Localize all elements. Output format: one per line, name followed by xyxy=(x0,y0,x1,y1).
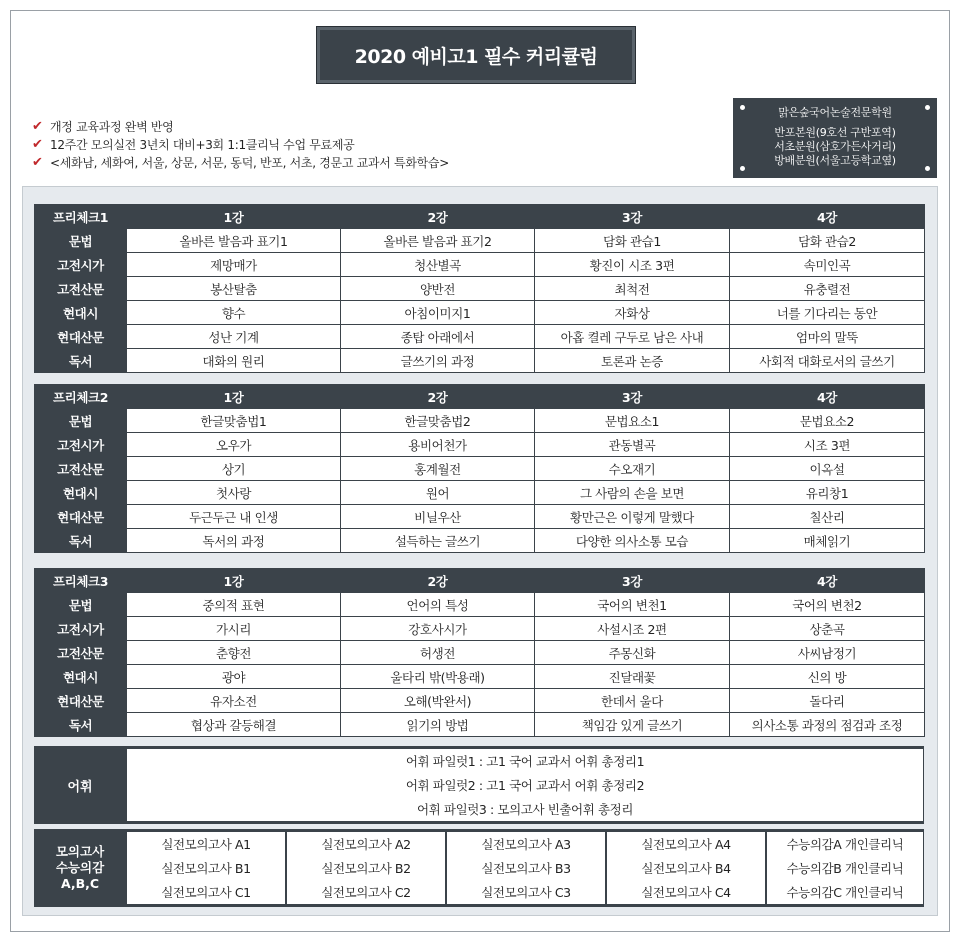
subject-label: 독서 xyxy=(35,349,127,373)
mock-exam-cell: 실전모의고사 A3 xyxy=(447,832,605,856)
lesson-cell: 중의적 표현 xyxy=(127,593,341,617)
subject-label: 독서 xyxy=(35,713,127,737)
table-row xyxy=(35,713,925,737)
precheck-title: 프리체크3 xyxy=(35,569,127,593)
lesson-cell: 상춘곡 xyxy=(730,617,925,641)
table-header-row xyxy=(35,205,925,229)
mock-label xyxy=(34,829,126,907)
lesson-cell: 돌다리 xyxy=(730,689,925,713)
branch-location: 서초분원(삼호가든사거리) xyxy=(774,140,896,153)
lesson-cell: 토론과 논증 xyxy=(535,349,730,373)
lesson-cell: 독서의 과정 xyxy=(127,529,341,553)
table-row xyxy=(35,593,925,617)
lesson-cell: 한데서 울다 xyxy=(535,689,730,713)
lesson-cell: 책임감 있게 글쓰기 xyxy=(535,713,730,737)
feature-list xyxy=(32,117,449,171)
lesson-header: 3강 xyxy=(535,569,730,593)
lesson-cell: 오해(박완서) xyxy=(341,689,535,713)
lesson-cell: 담화 관습1 xyxy=(535,229,730,253)
lesson-header: 2강 xyxy=(341,385,535,409)
lesson-cell: 그 사람의 손을 보면 xyxy=(535,481,730,505)
mock-exam-cell: 수능의감B 개인클리닉 xyxy=(767,856,923,880)
vocab-section xyxy=(34,746,924,824)
lesson-cell: 주몽신화 xyxy=(535,641,730,665)
precheck-title: 프리체크1 xyxy=(35,205,127,229)
lesson-cell: 황만근은 이렇게 말했다 xyxy=(535,505,730,529)
table-row xyxy=(35,481,925,505)
lesson-cell: 매체읽기 xyxy=(730,529,925,553)
lesson-header: 4강 xyxy=(730,205,925,229)
subject-label: 현대시 xyxy=(35,481,127,505)
lesson-cell: 비닐우산 xyxy=(341,505,535,529)
lesson-cell: 춘향전 xyxy=(127,641,341,665)
lesson-cell: 홍계월전 xyxy=(341,457,535,481)
lesson-cell: 언어의 특성 xyxy=(341,593,535,617)
lesson-cell: 자화상 xyxy=(535,301,730,325)
lesson-cell: 읽기의 방법 xyxy=(341,713,535,737)
lesson-cell: 사회적 대화로서의 글쓰기 xyxy=(730,349,925,373)
subject-label: 독서 xyxy=(35,529,127,553)
subject-label: 현대시 xyxy=(35,665,127,689)
lesson-cell: 강호사시가 xyxy=(341,617,535,641)
table-row xyxy=(35,433,925,457)
lesson-cell: 한글맞춤법2 xyxy=(341,409,535,433)
lesson-cell: 국어의 변천2 xyxy=(730,593,925,617)
bolt-dot-icon xyxy=(740,166,745,171)
table-row xyxy=(35,617,925,641)
lesson-cell: 오우가 xyxy=(127,433,341,457)
lesson-cell: 청산별곡 xyxy=(341,253,535,277)
feature-item xyxy=(32,135,449,153)
lesson-cell: 의사소통 과정의 점검과 조정 xyxy=(730,713,925,737)
lesson-cell: 속미인곡 xyxy=(730,253,925,277)
subject-label: 현대산문 xyxy=(35,325,127,349)
lesson-cell: 엄마의 말뚝 xyxy=(730,325,925,349)
lesson-cell: 원어 xyxy=(341,481,535,505)
lesson-cell: 담화 관습2 xyxy=(730,229,925,253)
table-row xyxy=(35,301,925,325)
subject-label: 현대산문 xyxy=(35,689,127,713)
lesson-cell: 사설시조 2편 xyxy=(535,617,730,641)
precheck-table xyxy=(34,204,925,373)
table-row xyxy=(35,325,925,349)
lesson-header: 3강 xyxy=(535,205,730,229)
lesson-cell: 최척전 xyxy=(535,277,730,301)
lesson-cell: 올바른 발음과 표기2 xyxy=(341,229,535,253)
lesson-cell: 올바른 발음과 표기1 xyxy=(127,229,341,253)
mock-exam-cell: 실전모의고사 B4 xyxy=(607,856,765,880)
precheck-table xyxy=(34,568,925,737)
lesson-cell: 허생전 xyxy=(341,641,535,665)
lesson-cell: 종탑 아래에서 xyxy=(341,325,535,349)
mock-exam-cell: 실전모의고사 C2 xyxy=(287,880,445,904)
page-title xyxy=(317,27,635,83)
table-header-row xyxy=(35,569,925,593)
feature-item xyxy=(32,153,449,171)
table-row xyxy=(35,505,925,529)
mock-label-line: 수능의감 xyxy=(55,860,105,875)
lesson-cell: 제망매가 xyxy=(127,253,341,277)
subject-label: 문법 xyxy=(35,409,127,433)
mock-exam-cell: 실전모의고사 A4 xyxy=(607,832,765,856)
mock-exam-cell: 실전모의고사 A2 xyxy=(287,832,445,856)
lesson-cell: 대화의 원리 xyxy=(127,349,341,373)
lesson-cell: 신의 방 xyxy=(730,665,925,689)
subject-label: 문법 xyxy=(35,593,127,617)
subject-label: 고전시가 xyxy=(35,433,127,457)
mock-exam-section xyxy=(34,829,924,907)
table-row xyxy=(35,409,925,433)
lesson-cell: 너를 기다리는 동안 xyxy=(730,301,925,325)
lesson-cell: 두근두근 내 인생 xyxy=(127,505,341,529)
lesson-cell: 유충렬전 xyxy=(730,277,925,301)
mock-exam-cell: 실전모의고사 B3 xyxy=(447,856,605,880)
check-icon: ✔ xyxy=(32,136,43,152)
branch-location: 방배분원(서울고등학교옆) xyxy=(774,154,896,167)
lesson-cell: 시조 3편 xyxy=(730,433,925,457)
table-row xyxy=(35,641,925,665)
mock-exam-cell: 실전모의고사 C1 xyxy=(127,880,285,904)
lesson-header: 3강 xyxy=(535,385,730,409)
check-icon: ✔ xyxy=(32,118,43,134)
lesson-cell: 황진이 시조 3편 xyxy=(535,253,730,277)
lesson-cell: 상기 xyxy=(127,457,341,481)
vocab-line: 어휘 파일럿1 : 고1 국어 교과서 어휘 총정리1 xyxy=(127,749,923,773)
lesson-cell: 한글맞춤법1 xyxy=(127,409,341,433)
lesson-cell: 국어의 변천1 xyxy=(535,593,730,617)
lesson-header: 4강 xyxy=(730,385,925,409)
mock-exam-cell: 실전모의고사 B2 xyxy=(287,856,445,880)
lesson-cell: 다양한 의사소통 모습 xyxy=(535,529,730,553)
lesson-cell: 유리창1 xyxy=(730,481,925,505)
table-row xyxy=(35,457,925,481)
feature-text: <세화남, 세화여, 서울, 상문, 서문, 동덕, 반포, 서초, 경문고 교과서 특화학습> xyxy=(50,155,449,170)
lesson-cell: 문법요소1 xyxy=(535,409,730,433)
lesson-header: 1강 xyxy=(127,569,341,593)
lesson-cell: 성난 기계 xyxy=(127,325,341,349)
branch-location: 반포본원(9호선 구반포역) xyxy=(774,126,896,139)
bolt-dot-icon xyxy=(925,105,930,110)
bolt-dot-icon xyxy=(740,105,745,110)
mock-label-line: A,B,C xyxy=(60,876,100,891)
table-row xyxy=(35,229,925,253)
subject-label: 고전산문 xyxy=(35,277,127,301)
table-row xyxy=(35,665,925,689)
subject-label: 현대시 xyxy=(35,301,127,325)
lesson-cell: 아침이미지1 xyxy=(341,301,535,325)
lesson-header: 2강 xyxy=(341,205,535,229)
lesson-cell: 수오재기 xyxy=(535,457,730,481)
precheck-table xyxy=(34,384,925,553)
lesson-cell: 협상과 갈등해결 xyxy=(127,713,341,737)
mock-exam-cell: 수능의감A 개인클리닉 xyxy=(767,832,923,856)
lesson-cell: 문법요소2 xyxy=(730,409,925,433)
lesson-cell: 광야 xyxy=(127,665,341,689)
lesson-cell: 관동별곡 xyxy=(535,433,730,457)
table-header-row xyxy=(35,385,925,409)
subject-label: 고전산문 xyxy=(35,641,127,665)
vocab-line: 어휘 파일럿2 : 고1 국어 교과서 어휘 총정리2 xyxy=(127,773,923,797)
lesson-cell: 울타리 밖(박용래) xyxy=(341,665,535,689)
subject-label: 현대산문 xyxy=(35,505,127,529)
lesson-cell: 향수 xyxy=(127,301,341,325)
lesson-cell: 사씨남정기 xyxy=(730,641,925,665)
lesson-header: 1강 xyxy=(127,205,341,229)
lesson-cell: 유자소전 xyxy=(127,689,341,713)
mock-exam-cell: 실전모의고사 C3 xyxy=(447,880,605,904)
lesson-cell: 용비어천가 xyxy=(341,433,535,457)
feature-text: 개정 교육과정 완벽 반영 xyxy=(50,119,174,134)
mock-exam-cell: 실전모의고사 A1 xyxy=(127,832,285,856)
table-row xyxy=(35,277,925,301)
lesson-cell: 양반전 xyxy=(341,277,535,301)
lesson-cell: 아홉 켤레 구두로 남은 사내 xyxy=(535,325,730,349)
mock-exam-cell: 실전모의고사 B1 xyxy=(127,856,285,880)
table-row xyxy=(35,253,925,277)
feature-text: 12주간 모의실전 3년치 대비+3회 1:1클리닉 수업 무료제공 xyxy=(50,137,355,152)
vocab-line: 어휘 파일럿3 : 모의고사 빈출어휘 총정리 xyxy=(127,797,923,821)
lesson-header: 2강 xyxy=(341,569,535,593)
lesson-header: 4강 xyxy=(730,569,925,593)
lesson-cell: 글쓰기의 과정 xyxy=(341,349,535,373)
table-row xyxy=(35,529,925,553)
lesson-cell: 진달래꽃 xyxy=(535,665,730,689)
subject-label: 문법 xyxy=(35,229,127,253)
title-text: 2020 예비고1 필수 커리큘럼 xyxy=(354,45,598,68)
subject-label: 고전시가 xyxy=(35,253,127,277)
lesson-cell: 이옥설 xyxy=(730,457,925,481)
mock-exam-cell: 수능의감C 개인클리닉 xyxy=(767,880,923,904)
lesson-cell: 봉산탈춤 xyxy=(127,277,341,301)
branch-info-box xyxy=(733,98,937,178)
lesson-cell: 칠산리 xyxy=(730,505,925,529)
feature-item xyxy=(32,117,449,135)
branch-name: 맑은숲국어논술전문학원 xyxy=(778,106,892,119)
mock-label-line: 모의고사 xyxy=(55,844,105,859)
lesson-cell: 첫사랑 xyxy=(127,481,341,505)
lesson-cell: 가시리 xyxy=(127,617,341,641)
mock-exam-cell: 실전모의고사 C4 xyxy=(607,880,765,904)
bolt-dot-icon xyxy=(925,166,930,171)
check-icon: ✔ xyxy=(32,154,43,170)
precheck-title: 프리체크2 xyxy=(35,385,127,409)
vocab-label: 어휘 xyxy=(67,779,93,795)
subject-label: 고전시가 xyxy=(35,617,127,641)
lesson-header: 1강 xyxy=(127,385,341,409)
subject-label: 고전산문 xyxy=(35,457,127,481)
lesson-cell: 설득하는 글쓰기 xyxy=(341,529,535,553)
table-row xyxy=(35,689,925,713)
table-row xyxy=(35,349,925,373)
